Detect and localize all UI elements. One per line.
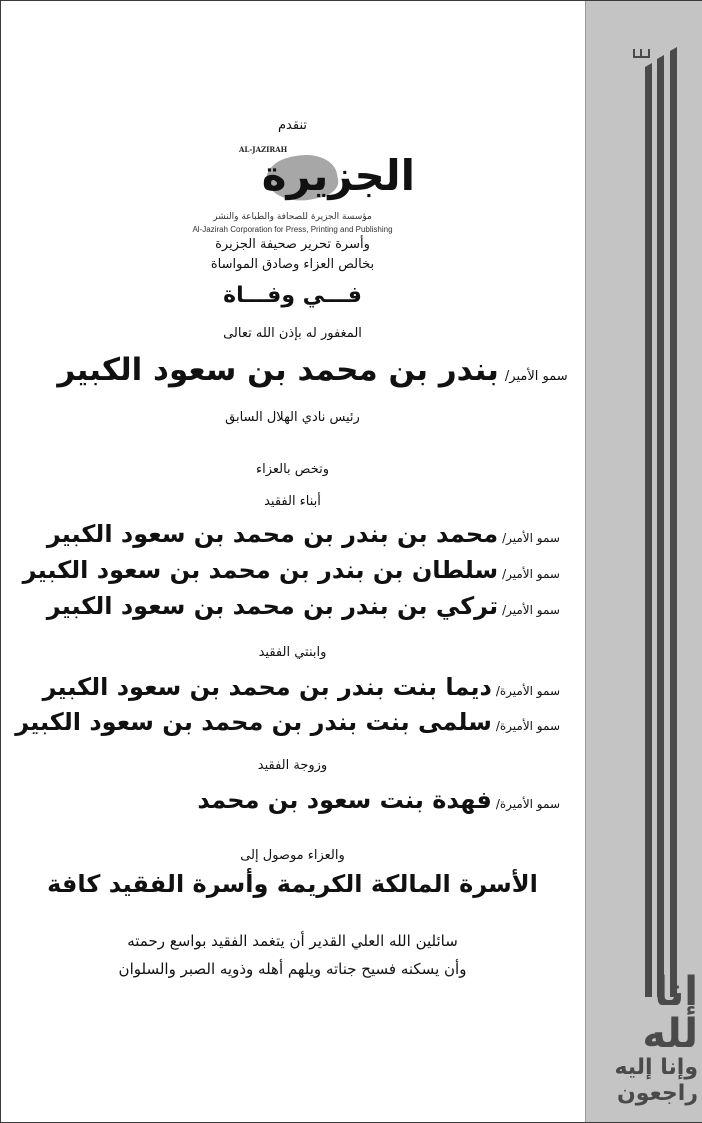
mourner-row-son-2 xyxy=(22,556,560,584)
mourner-name: تركي بن بندر بن محمد بن سعود الكبير xyxy=(46,592,499,620)
editorial-staff: وأسرة تحرير صحيفة الجزيرة xyxy=(215,237,370,252)
vertical-bar-ornament xyxy=(657,59,664,997)
deceased-name: بندر بن محمد بن سعود الكبير xyxy=(57,352,499,388)
madda-ornament-icon xyxy=(633,49,650,58)
logo-english: AL-JAZIRAH xyxy=(239,145,288,154)
extended-intro: والعزاء موصول إلى xyxy=(240,848,345,863)
extended-families: الأسرة المالكة الكريمة وأسرة الفقيد كافة xyxy=(47,870,538,898)
presents-label: تنقدم xyxy=(278,118,307,133)
mourner-title: سمو الأميرة/ xyxy=(495,797,560,811)
mourner-title: سمو الأمير/ xyxy=(502,567,560,581)
prayer-line-1: سائلين الله العلي القدير أن يتغمد الفقيد بواسع رحمته xyxy=(127,932,458,950)
mourner-row-daughter-2 xyxy=(15,708,560,736)
daughters-heading: وابنتي الفقيد xyxy=(258,645,327,660)
mourner-row-wife xyxy=(60,786,560,814)
mourner-title: سمو الأميرة/ xyxy=(495,684,560,698)
al-jazirah-logo xyxy=(205,145,415,210)
mourner-row-son-3 xyxy=(46,592,560,620)
mourner-name: فهدة بنت سعود بن محمد xyxy=(197,786,492,814)
sidebar-panel xyxy=(585,1,702,1122)
quran-verse xyxy=(588,971,698,1107)
mourner-name: سلمى بنت بندر بن محمد بن سعود الكبير xyxy=(15,708,492,736)
sons-heading: أبناء الفقيد xyxy=(264,494,321,509)
deceased-title: سمو الأمير/ xyxy=(504,369,568,384)
verse-line-1: إنا لله xyxy=(642,969,698,1057)
mourner-title: سمو الأمير/ xyxy=(502,531,560,545)
deceased-name-row xyxy=(40,352,585,388)
verse-line-2: وإنا إليه xyxy=(614,1055,698,1080)
corporation-english: Al-Jazirah Corporation for Press, Printing and Publishing xyxy=(192,225,393,234)
wife-heading: وزوجة الفقيد xyxy=(257,758,328,773)
vertical-bar-ornament xyxy=(645,67,652,997)
mourner-row-son-1 xyxy=(46,520,560,548)
mourner-title: سمو الأمير/ xyxy=(502,603,560,617)
logo-arabic: الجزيرة xyxy=(261,151,415,200)
verse-line-3: راجعون xyxy=(616,1081,698,1106)
mourners-intro: وتخص بالعزاء xyxy=(255,462,330,477)
corporation-arabic: مؤسسة الجزيرة للصحافة والطباعة والنشر xyxy=(213,212,372,222)
mourner-name: سلطان بن بندر بن محمد بن سعود الكبير xyxy=(22,556,499,584)
vertical-bar-ornament xyxy=(670,51,677,997)
condolence-line: بخالص العزاء وصادق المواساة xyxy=(210,257,375,272)
deceased-role: رئيس نادي الهلال السابق xyxy=(225,410,360,425)
announcement-title: فـــي وفـــاة xyxy=(223,283,362,308)
forgiven-line: المغفور له بإذن الله تعالى xyxy=(223,326,362,341)
mourner-name: محمد بن بندر بن محمد بن سعود الكبير xyxy=(46,520,499,548)
mourner-row-daughter-1 xyxy=(42,673,560,701)
prayer-line-2: وأن يسكنه فسيح جناته ويلهم أهله وذويه الصبر والسلوان xyxy=(118,960,467,978)
mourner-name: ديما بنت بندر بن محمد بن سعود الكبير xyxy=(42,673,492,701)
mourner-title: سمو الأميرة/ xyxy=(495,719,560,733)
